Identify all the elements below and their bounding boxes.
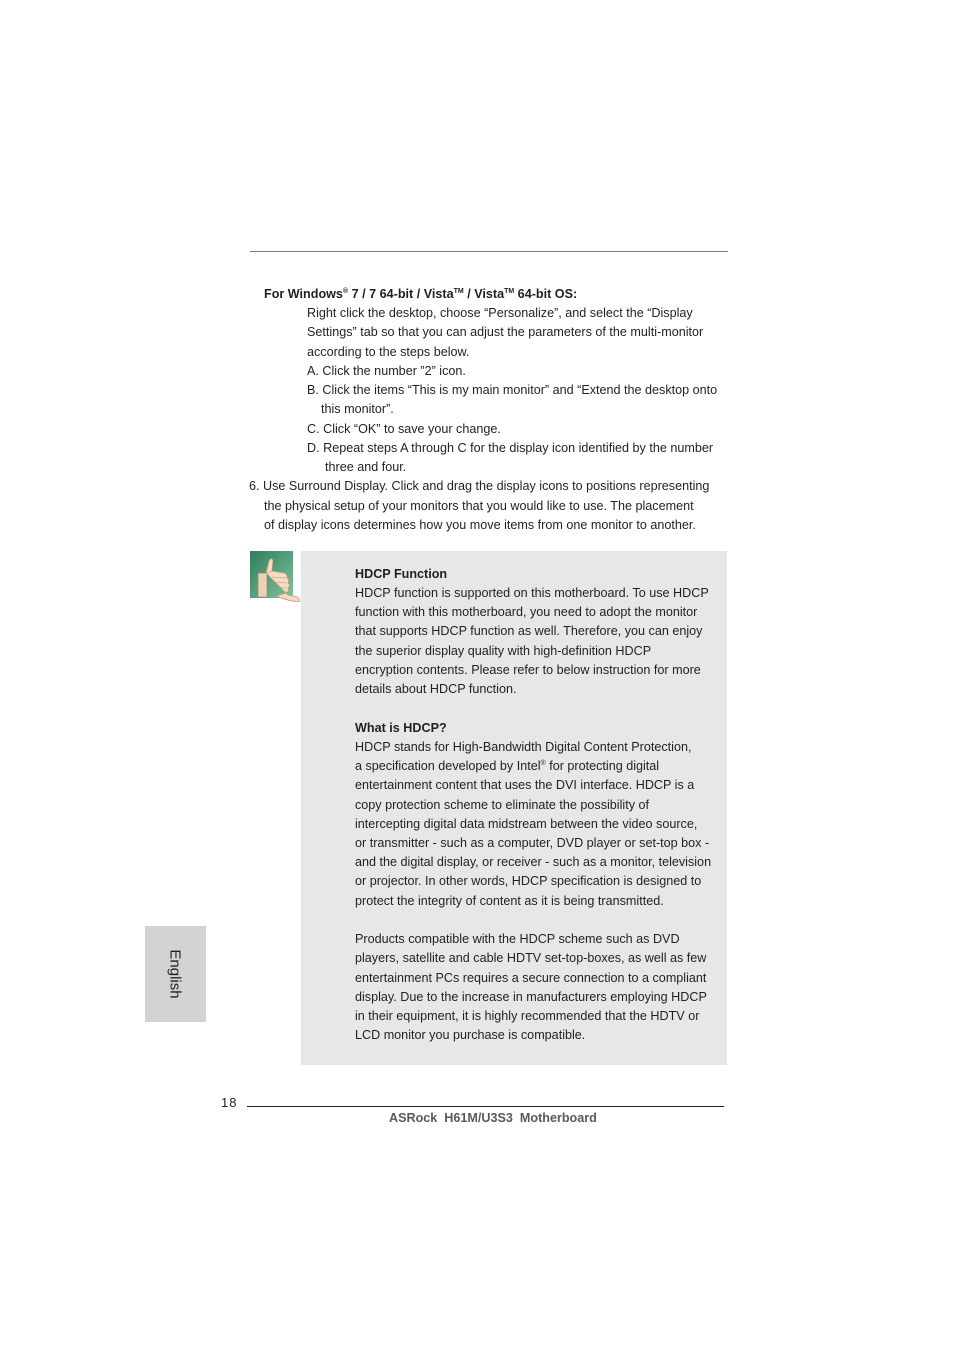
note-line: or projector. In other words, HDCP specification is designed to	[355, 874, 702, 888]
footer-rule	[247, 1106, 724, 1107]
top-rule	[250, 251, 728, 252]
note-line: players, satellite and cable HDTV set-top-boxes, as well as few	[355, 951, 707, 965]
note-line: the superior display quality with high-definition HDCP	[355, 644, 652, 658]
language-label: English	[166, 949, 184, 999]
note-line: that supports HDCP function as well. Therefore, you can enjoy	[355, 624, 703, 638]
step-b-cont: this monitor”.	[321, 402, 394, 416]
body-line: according to the steps below.	[307, 345, 470, 359]
item-6-cont: the physical setup of your monitors that you would like to use. The placement	[264, 499, 694, 513]
note-line: entertainment PCs requires a secure connection to a compliant	[355, 971, 707, 985]
body-line: Right click the desktop, choose “Personalize”, and select the “Display	[307, 306, 693, 320]
note-line: encryption contents. Please refer to below instruction for more	[355, 663, 701, 677]
item-6-cont: of display icons determines how you move items from one monitor to another.	[264, 518, 696, 532]
note-title-hdcp-function: HDCP Function	[355, 567, 448, 581]
step-a: A. Click the number ”2” icon.	[307, 364, 466, 378]
note-line: or transmitter - such as a computer, DVD player or set-top box -	[355, 836, 710, 850]
body-line: Settings” tab so that you can adjust the parameters of the multi-monitor	[307, 325, 704, 339]
step-d-cont: three and four.	[325, 460, 407, 474]
page-number: 18	[221, 1095, 238, 1110]
note-line: protect the integrity of content as it is being transmitted.	[355, 894, 664, 908]
note-line: Products compatible with the HDCP scheme such as DVD	[355, 932, 680, 946]
step-c: C. Click “OK” to save your change.	[307, 422, 501, 436]
note-line: details about HDCP function.	[355, 682, 517, 696]
footer-product: ASRock H61M/U3S3 Motherboard	[389, 1111, 597, 1125]
step-b: B. Click the items “This is my main monitor” and “Extend the desktop onto	[307, 383, 718, 397]
language-tab	[145, 926, 206, 1022]
note-line: LCD monitor you purchase is compatible.	[355, 1028, 586, 1042]
thumbs-up-icon	[250, 551, 302, 603]
item-6: 6. Use Surround Display. Click and drag the display icons to positions representing	[249, 479, 710, 493]
note-line: and the digital display, or receiver - such as a monitor, television	[355, 855, 712, 869]
section-heading: For Windows® 7 / 7 64-bit / Vista™ / Vista™ 64-bit OS:	[264, 287, 578, 301]
note-line: entertainment content that uses the DVI interface. HDCP is a	[355, 778, 695, 792]
note-line: in their equipment, it is highly recommended that the HDTV or	[355, 1009, 700, 1023]
note-title-what-is-hdcp: What is HDCP?	[355, 721, 447, 735]
note-line: copy protection scheme to eliminate the possibility of	[355, 798, 650, 812]
note-line: function with this motherboard, you need to adopt the monitor	[355, 605, 698, 619]
note-line: intercepting digital data midstream between the video source,	[355, 817, 698, 831]
note-line: a specification developed by Intel® for protecting digital	[355, 759, 660, 773]
note-line: HDCP function is supported on this motherboard. To use HDCP	[355, 586, 709, 600]
note-line: display. Due to the increase in manufacturers employing HDCP	[355, 990, 707, 1004]
step-d: D. Repeat steps A through C for the display icon identified by the number	[307, 441, 714, 455]
note-line: HDCP stands for High-Bandwidth Digital Content Protection,	[355, 740, 692, 754]
